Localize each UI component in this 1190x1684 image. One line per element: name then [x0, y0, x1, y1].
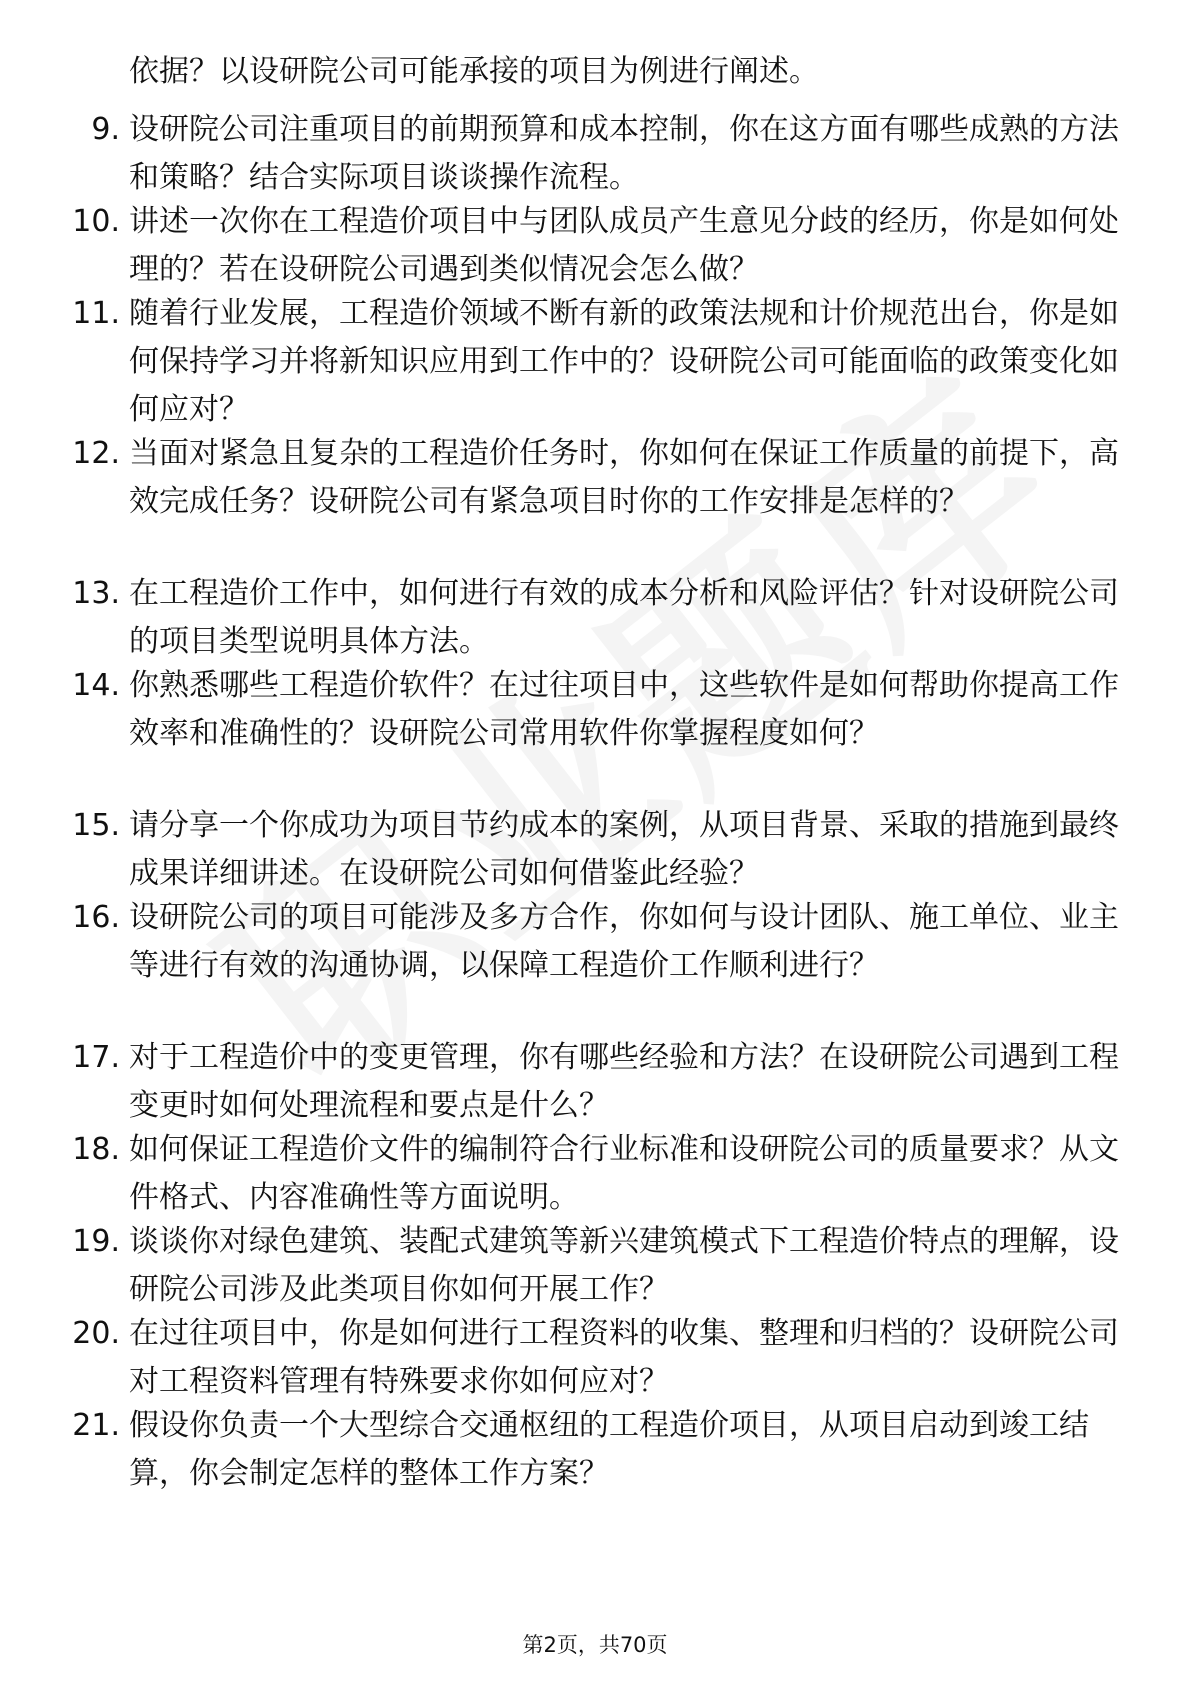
question-number: 16.: [72, 900, 120, 935]
question-number: 21.: [72, 1408, 120, 1443]
question-text: 设研院公司注重项目的前期预算和成本控制，你在这方面有哪些成熟的方法和策略？结合实际项目谈谈操作流程。: [129, 112, 1119, 195]
question-number: 20.: [72, 1316, 120, 1351]
question-text: 在工程造价工作中，如何进行有效的成本分析和风险评估？针对设研院公司的项目类型说明具体方法。: [129, 576, 1119, 659]
page-number-footer: 第2页，共70页: [522, 1633, 668, 1657]
question-number: 19.: [72, 1224, 120, 1259]
question-text: 假设你负责一个大型综合交通枢纽的工程造价项目，从项目启动到竣工结算，你会制定怎样的整体工作方案？: [129, 1408, 1089, 1491]
question-number: 13.: [72, 576, 120, 611]
question-text: 谈谈你对绿色建筑、装配式建筑等新兴建筑模式下工程造价特点的理解，设研院公司涉及此类项目你如何开展工作？: [129, 1224, 1119, 1307]
question-number: 10.: [72, 204, 120, 239]
question-text: 对于工程造价中的变更管理，你有哪些经验和方法？在设研院公司遇到工程变更时如何处理流程和要点是什么？: [129, 1040, 1119, 1123]
question-text: 你熟悉哪些工程造价软件？在过往项目中，这些软件是如何帮助你提高工作效率和准确性的？设研院公司常用软件你掌握程度如何？: [129, 668, 1119, 751]
question-number: 11.: [72, 296, 120, 331]
question-number: 9.: [91, 112, 120, 147]
question-text: 随着行业发展，工程造价领域不断有新的政策法规和计价规范出台，你是如何保持学习并将新知识应用到工作中的？设研院公司可能面临的政策变化如何应对？: [129, 296, 1119, 427]
question-text: 设研院公司的项目可能涉及多方合作，你如何与设计团队、施工单位、业主等进行有效的沟通协调，以保障工程造价工作顺利进行？: [129, 900, 1119, 983]
question-text: 讲述一次你在工程造价项目中与团队成员产生意见分歧的经历，你是如何处理的？若在设研院公司遇到类似情况会怎么做？: [129, 204, 1119, 287]
question-number: 17.: [72, 1040, 120, 1075]
question-text: 如何保证工程造价文件的编制符合行业标准和设研院公司的质量要求？从文件格式、内容准确性等方面说明。: [129, 1132, 1119, 1215]
question-text: 当面对紧急且复杂的工程造价任务时，你如何在保证工作质量的前提下，高效完成任务？设研院公司有紧急项目时你的工作安排是怎样的？: [129, 436, 1119, 519]
question-number: 12.: [72, 436, 120, 471]
question-text: 在过往项目中，你是如何进行工程资料的收集、整理和归档的？设研院公司对工程资料管理有特殊要求你如何应对？: [129, 1316, 1119, 1399]
question-number: 18.: [72, 1132, 120, 1167]
continued-question-text: 依据？以设研院公司可能承接的项目为例进行阐述。: [129, 54, 819, 89]
question-number: 14.: [72, 668, 120, 703]
question-number: 15.: [72, 808, 120, 843]
question-text: 请分享一个你成功为项目节约成本的案例，从项目背景、采取的措施到最终成果详细讲述。在设研院公司如何借鉴此经验？: [129, 808, 1119, 891]
